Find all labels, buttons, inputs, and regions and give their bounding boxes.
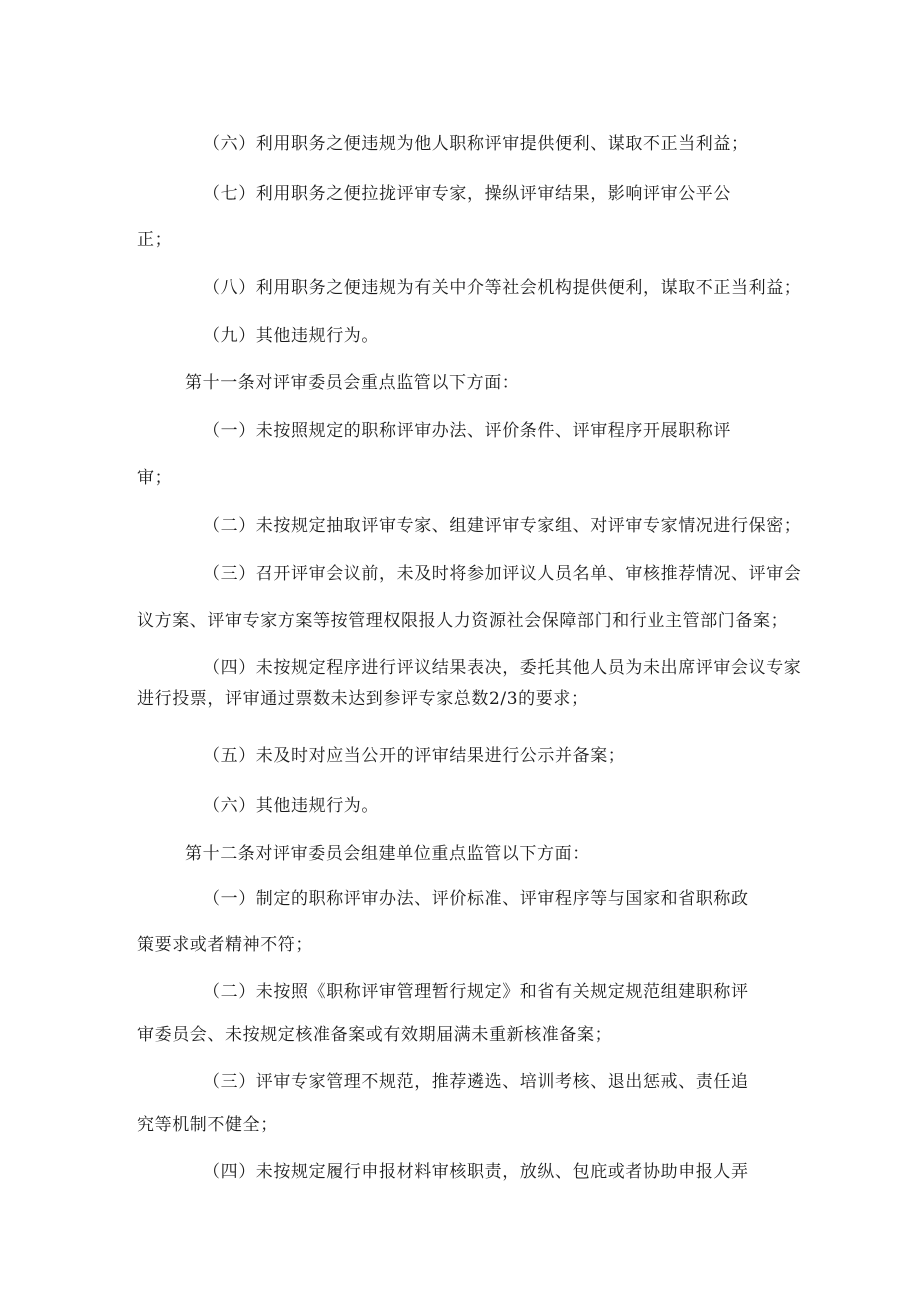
paragraph-line: （一）制定的职称评审办法、评价标准、评审程序等与国家和省职称政 (203, 889, 749, 909)
paragraph-line: 审委员会、未按规定核准备案或有效期届满未重新核准备案； (137, 1025, 613, 1045)
paragraph-line: （七）利用职务之便拉拢评审专家，操纵评审结果，影响评审公平公 (203, 184, 731, 204)
article-heading: 第十二条对评审委员会组建单位重点监管以下方面： (185, 844, 590, 864)
paragraph-line: （三）召开评审会议前，未及时将参加评议人员名单、审核推荐情况、评审会 (203, 564, 802, 584)
paragraph-line: （六）利用职务之便违规为他人职称评审提供便利、谋取不正当利益； (203, 134, 749, 154)
paragraph-line: 审； (137, 468, 173, 488)
paragraph-line: （九）其他违规行为。 (203, 326, 379, 346)
paragraph-line: 正； (137, 230, 173, 250)
paragraph-line: （六）其他违规行为。 (203, 796, 379, 816)
paragraph-line: （四）未按规定履行申报材料审核职责，放纵、包庇或者协助申报人弄 (203, 1162, 749, 1182)
paragraph-line: （五）未及时对应当公开的评审结果进行公示并备案； (203, 746, 626, 766)
paragraph-line: （三）评审专家管理不规范，推荐遴选、培训考核、退出惩戒、责任追 (203, 1072, 749, 1092)
paragraph-line: 议方案、评审专家方案等按管理权限报人力资源社会保障部门和行业主管部门备案； (137, 611, 789, 631)
paragraph-line: （八）利用职务之便违规为有关中介等社会机构提供便利，谋取不正当利益； (203, 278, 802, 298)
paragraph-line: 究等机制不健全； (137, 1115, 278, 1135)
paragraph-line: 进行投票，评审通过票数未达到参评专家总数2/3的要求； (137, 689, 589, 709)
paragraph-line: （二）未按照《职称评审管理暂行规定》和省有关规定规范组建职称评 (203, 982, 749, 1002)
article-heading: 第十一条对评审委员会重点监管以下方面： (185, 373, 520, 393)
paragraph-line: （二）未按规定抽取评审专家、组建评审专家组、对评审专家情况进行保密； (203, 516, 802, 536)
paragraph-line: （一）未按照规定的职称评审办法、评价条件、评审程序开展职称评 (203, 421, 731, 441)
paragraph-line: 策要求或者精神不符； (137, 935, 313, 955)
paragraph-line: （四）未按规定程序进行评议结果表决，委托其他人员为未出席评审会议专家 (203, 658, 802, 678)
